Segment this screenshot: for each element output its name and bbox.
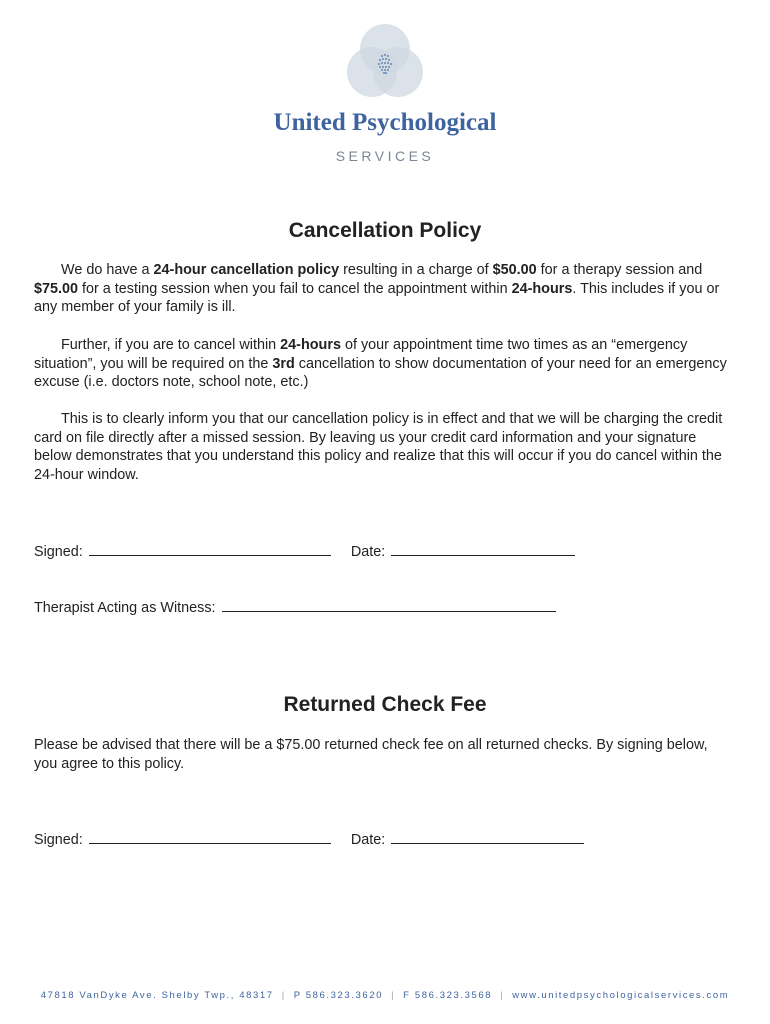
- cancellation-policy-title: Cancellation Policy: [288, 219, 482, 242]
- returned-check-signature-row: [34, 829, 584, 848]
- witness-signature-row: [34, 597, 556, 616]
- brand-subtitle: SERVICES: [335, 148, 435, 164]
- signature-field[interactable]: [89, 829, 331, 844]
- footer-address: 47818 VanDyke Ave. Shelby Twp., 48317: [40, 990, 274, 1001]
- logo-icon: [345, 22, 425, 100]
- cancellation-paragraph-1: We do have a 24-hour cancellation policy resulting in a charge of $50.00 for a therapy session and $75.00 for a testing session when you fail to cancel the appointment within 24-hours. This includes if you or any member of your family is ill.: [34, 262, 720, 316]
- signature-field[interactable]: [89, 541, 331, 556]
- date-field[interactable]: [391, 541, 575, 556]
- cancellation-paragraph-2: Further, if you are to cancel within 24-hours of your appointment time two times as an “emergency situation”, you will be required on the 3rd cancellation to show documentation of your need for an emergency excuse (i.e. doctors note, school note, etc.): [34, 337, 727, 391]
- footer-website[interactable]: www.unitedpsychologicalservices.com: [512, 990, 730, 1001]
- witness-label: Therapist Acting as Witness:: [34, 600, 216, 616]
- cancellation-signature-row: [34, 541, 575, 560]
- footer: [0, 990, 770, 1001]
- returned-check-paragraph: Please be advised that there will be a $75.00 returned check fee on all returned checks. By signing below, you agree to this policy.: [34, 737, 708, 772]
- footer-phone: P 586.323.3620: [293, 990, 384, 1001]
- signed-label: Signed:: [34, 544, 83, 560]
- footer-separator: |: [500, 990, 505, 1001]
- footer-separator: |: [391, 990, 396, 1001]
- date-field[interactable]: [391, 829, 584, 844]
- date-label: Date:: [350, 544, 386, 560]
- returned-check-fee-title: Returned Check Fee: [283, 693, 487, 716]
- footer-separator: |: [281, 990, 286, 1001]
- cancellation-paragraph-3: This is to clearly inform you that our cancellation policy is in effect and that we will be charging the credit card on file directly after a missed session. By leaving us your credit card information and your signature below demonstrates that you understand this policy and realize that this will occur if you do cancel within the 24-hour window.: [34, 411, 723, 484]
- signed-label: Signed:: [34, 832, 83, 848]
- witness-signature-field[interactable]: [222, 597, 556, 612]
- date-label: Date:: [350, 832, 386, 848]
- footer-fax: F 586.323.3568: [403, 990, 493, 1001]
- brand-name: United Psychological: [273, 109, 497, 136]
